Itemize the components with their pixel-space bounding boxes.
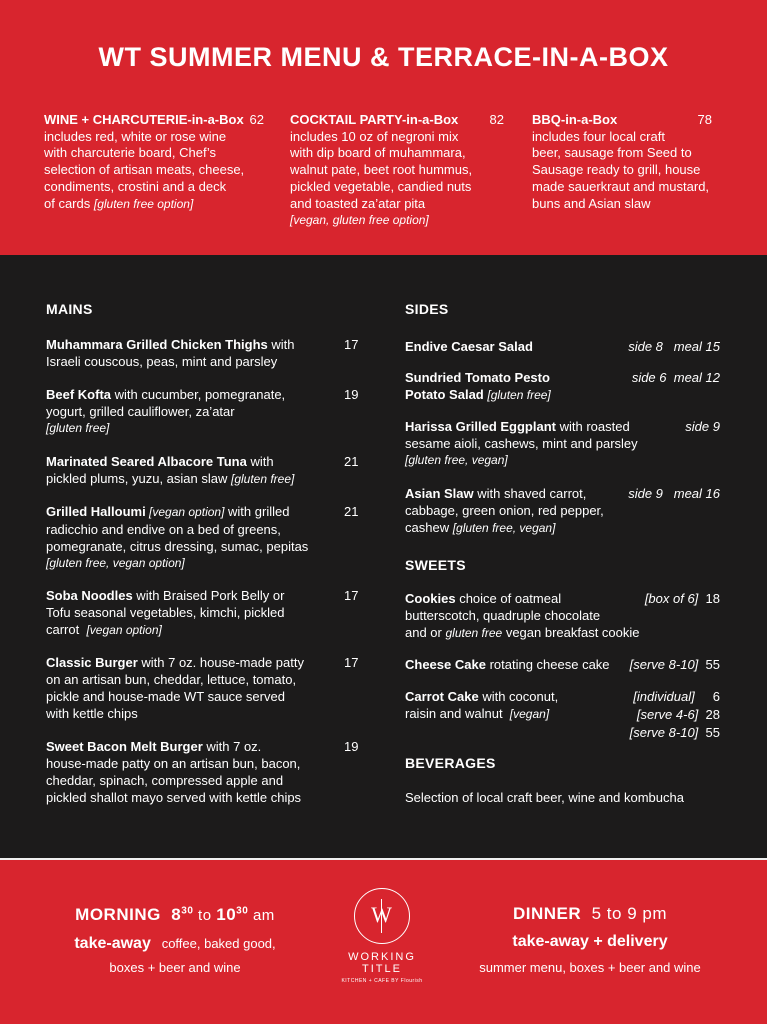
item-name: Cookies	[405, 591, 456, 606]
meal-price: meal 15	[673, 339, 720, 354]
menu-item	[46, 738, 346, 806]
side-price: side 9	[685, 419, 720, 434]
item-desc: on an artisan bun, cheddar, lettuce, tomato,	[46, 672, 297, 687]
dinner-desc: summer menu, boxes + beer and wine	[479, 960, 701, 975]
service-mode: take-away	[74, 935, 151, 952]
size-label: [box of 6]	[644, 591, 699, 606]
item-desc: radicchio and endive on a bed of greens,	[46, 522, 281, 537]
morning-hours	[40, 905, 310, 925]
box-bbq	[532, 112, 712, 212]
box-desc-line: includes four local craft	[532, 128, 665, 144]
box-desc-line: buns and Asian slaw	[532, 195, 651, 211]
item-desc: with Braised Pork Belly or	[132, 588, 285, 603]
logo-line1: WORKING	[348, 951, 416, 963]
box-desc-line: made sauerkraut and mustard,	[532, 178, 710, 194]
item-price: 19	[344, 739, 359, 754]
section-heading-mains: MAINS	[46, 301, 93, 317]
section-heading-sweets: SWEETS	[405, 557, 466, 573]
box-desc-line: selection of artisan meats, cheese,	[44, 162, 245, 178]
service-desc: coffee, baked good,	[161, 936, 276, 951]
side-item	[405, 369, 551, 404]
box-name: WINE + CHARCUTERIE-in-a-Box	[44, 112, 244, 127]
side-item	[405, 338, 533, 355]
menu-item	[46, 503, 346, 572]
box-desc-line: beer, sausage from Seed to	[532, 145, 692, 161]
item-price: 28	[705, 707, 720, 722]
item-price: 21	[344, 454, 359, 469]
side-prices	[628, 338, 720, 355]
item-desc: butterscotch, quadruple chocolate	[405, 608, 601, 623]
box-name: BBQ-in-a-Box	[532, 112, 618, 127]
box-desc-line: includes 10 oz of negroni mix	[290, 128, 459, 144]
item-note: [gluten free]	[230, 472, 295, 486]
item-price: 55	[705, 725, 720, 740]
box-desc-line: and toasted za’atar pita	[290, 195, 426, 211]
item-price: 18	[705, 591, 720, 606]
item-desc: with roasted	[556, 419, 630, 434]
item-name: Grilled Halloumi	[46, 504, 146, 519]
sweet-item	[405, 656, 610, 673]
dinner-label: DINNER	[513, 904, 582, 923]
morning-takeaway	[40, 935, 310, 953]
dinner-time: 5 to 9 pm	[591, 904, 667, 923]
item-name: Asian Slaw	[405, 486, 474, 501]
box-price: 62	[249, 112, 264, 127]
logo-text	[334, 951, 430, 975]
sweet-prices	[645, 590, 720, 607]
item-desc: house-made patty on an artisan bun, bacon,	[46, 756, 301, 771]
item-name: Carrot Cake	[405, 689, 479, 704]
item-desc: cabbage, green onion, red pepper,	[405, 503, 604, 518]
logo-subtext: KITCHEN + CAFE BY Flourish	[341, 978, 423, 984]
item-desc: with	[267, 337, 295, 352]
item-price: 17	[344, 588, 359, 603]
item-desc: with 7 oz.	[202, 739, 262, 754]
box-desc-line	[44, 196, 264, 213]
item-note: [gluten free]	[487, 388, 551, 402]
item-name: Sundried Tomato Pesto	[405, 370, 550, 385]
sweet-item	[405, 688, 605, 723]
item-desc: with 7 oz. house-made patty	[137, 655, 304, 670]
item-desc: pickled plums, yuzu, asian slaw	[46, 471, 228, 486]
item-price: 55	[705, 657, 720, 672]
item-name: Cheese Cake	[405, 657, 486, 672]
box-note: [vegan, gluten free option]	[290, 213, 429, 228]
item-desc: yogurt, grilled cauliflower, za’atar	[46, 404, 235, 419]
box-desc-line: condiments, crostini and a deck	[44, 178, 227, 194]
item-price: 17	[344, 337, 359, 352]
page-title: WT SUMMER MENU & TERRACE-IN-A-BOX	[98, 42, 669, 72]
menu-item	[46, 336, 336, 370]
item-name: Sweet Bacon Melt Burger	[46, 739, 203, 754]
box-desc-line: Sausage ready to grill, house	[532, 162, 701, 178]
sweet-item	[405, 590, 665, 642]
box-price: 78	[697, 112, 712, 127]
item-note: [vegan option]	[86, 623, 162, 637]
item-note: [vegan option]	[145, 505, 225, 519]
beverages-text: Selection of local craft beer, wine and kombucha	[405, 790, 684, 805]
sweet-prices	[630, 656, 720, 673]
item-desc: rotating cheese cake	[485, 657, 610, 672]
time: 8	[171, 905, 182, 924]
item-desc: pomegranate, citrus dressing, sumac, pepitas	[46, 539, 309, 554]
box-desc-text: of cards	[44, 195, 91, 211]
item-name: Potato Salad	[405, 387, 484, 402]
section-heading-beverages: BEVERAGES	[405, 755, 496, 771]
section-heading-sides: SIDES	[405, 301, 449, 317]
item-desc: with shaved carrot,	[473, 486, 587, 501]
item-desc: pickle and house-made WT sauce served	[46, 689, 285, 704]
item-desc: pickled shallot mayo served with kettle chips	[46, 790, 302, 805]
item-name: Marinated Seared Albacore Tuna	[46, 454, 247, 469]
item-name: Classic Burger	[46, 655, 138, 670]
morning-desc: boxes + beer and wine	[109, 960, 241, 975]
item-desc: raisin and walnut	[405, 706, 503, 721]
time: 10	[216, 905, 237, 924]
time-minutes: 30	[181, 905, 194, 917]
side-item	[405, 485, 635, 537]
dinner-hours	[455, 904, 725, 924]
item-price: 19	[344, 387, 359, 402]
box-desc-line: walnut pate, beet root hummus,	[290, 162, 473, 178]
item-price: 21	[344, 504, 359, 519]
side-price: side 6	[631, 370, 667, 385]
item-desc: with cucumber, pomegranate,	[111, 387, 286, 402]
item-name: Harissa Grilled Eggplant	[405, 419, 556, 434]
service-mode: take-away + delivery	[512, 933, 668, 950]
menu-item	[46, 386, 336, 437]
morning-label: MORNING	[75, 905, 161, 924]
item-desc: with kettle chips	[46, 706, 138, 721]
menu-item	[46, 654, 346, 722]
box-desc-line: with dip board of muhammara,	[290, 145, 466, 161]
item-name: Soba Noodles	[46, 588, 133, 603]
item-note: gluten free	[445, 626, 503, 640]
item-name: Endive Caesar Salad	[405, 339, 533, 354]
item-desc: vegan breakfast cookie	[502, 625, 640, 640]
item-desc: cashew	[405, 520, 450, 535]
size-label: [serve 8-10]	[629, 725, 699, 740]
item-desc: cheddar, spinach, compressed apple and	[46, 773, 284, 788]
size-label: [serve 8-10]	[629, 657, 699, 672]
item-desc: and or	[405, 625, 446, 640]
box-note: [gluten free option]	[93, 196, 194, 211]
meal-price: meal 16	[673, 486, 720, 501]
working-title-logo	[354, 888, 410, 944]
side-price: side 9	[628, 486, 663, 501]
item-desc: carrot	[46, 622, 80, 637]
item-desc: with grilled	[224, 504, 290, 519]
sweet-prices	[630, 688, 720, 742]
side-prices	[632, 369, 720, 386]
logo-mark: W	[371, 902, 392, 927]
item-desc: Tofu seasonal vegetables, kimchi, pickled	[46, 605, 285, 620]
item-desc: with coconut,	[478, 689, 559, 704]
box-cocktail-party	[290, 112, 504, 229]
item-note: [gluten free]	[46, 421, 110, 435]
box-desc-line: with charcuterie board, Chef’s	[44, 145, 216, 161]
box-name: COCKTAIL PARTY-in-a-Box	[290, 112, 459, 127]
item-name: Muhammara Grilled Chicken Thighs	[46, 337, 268, 352]
item-desc: sesame aioli, cashews, mint and parsley	[405, 436, 638, 451]
logo-line2: TITLE	[362, 963, 402, 975]
menu-item	[46, 453, 346, 488]
box-desc-line: includes red, white or rose wine	[44, 128, 227, 144]
time-minutes: 30	[236, 905, 249, 917]
item-name: Beef Kofta	[46, 387, 112, 402]
item-note: [gluten free, vegan]	[405, 453, 508, 467]
box-desc-line: pickled vegetable, candied nuts	[290, 178, 472, 194]
size-label: [individual]	[633, 689, 695, 704]
item-note: [gluten free, vegan option]	[46, 556, 185, 570]
item-price: 17	[344, 655, 359, 670]
time-suffix: am	[248, 907, 275, 924]
item-desc: choice of oatmeal	[455, 591, 562, 606]
side-prices	[685, 418, 720, 435]
item-note: [gluten free, vegan]	[452, 521, 556, 535]
dinner-mode	[455, 933, 725, 951]
item-price: 6	[712, 689, 720, 704]
time-sep: to	[193, 907, 217, 924]
size-label: [serve 4-6]	[636, 707, 699, 722]
item-desc: Israeli couscous, peas, mint and parsley	[46, 354, 278, 369]
side-price: side 8	[628, 339, 663, 354]
item-note: [vegan]	[509, 707, 550, 721]
side-prices	[628, 485, 720, 502]
box-price: 82	[489, 112, 504, 127]
menu-item	[46, 587, 336, 639]
box-wine-charcuterie	[44, 112, 264, 212]
meal-price: meal 12	[673, 370, 720, 385]
item-desc: with	[246, 454, 274, 469]
side-item	[405, 418, 675, 469]
